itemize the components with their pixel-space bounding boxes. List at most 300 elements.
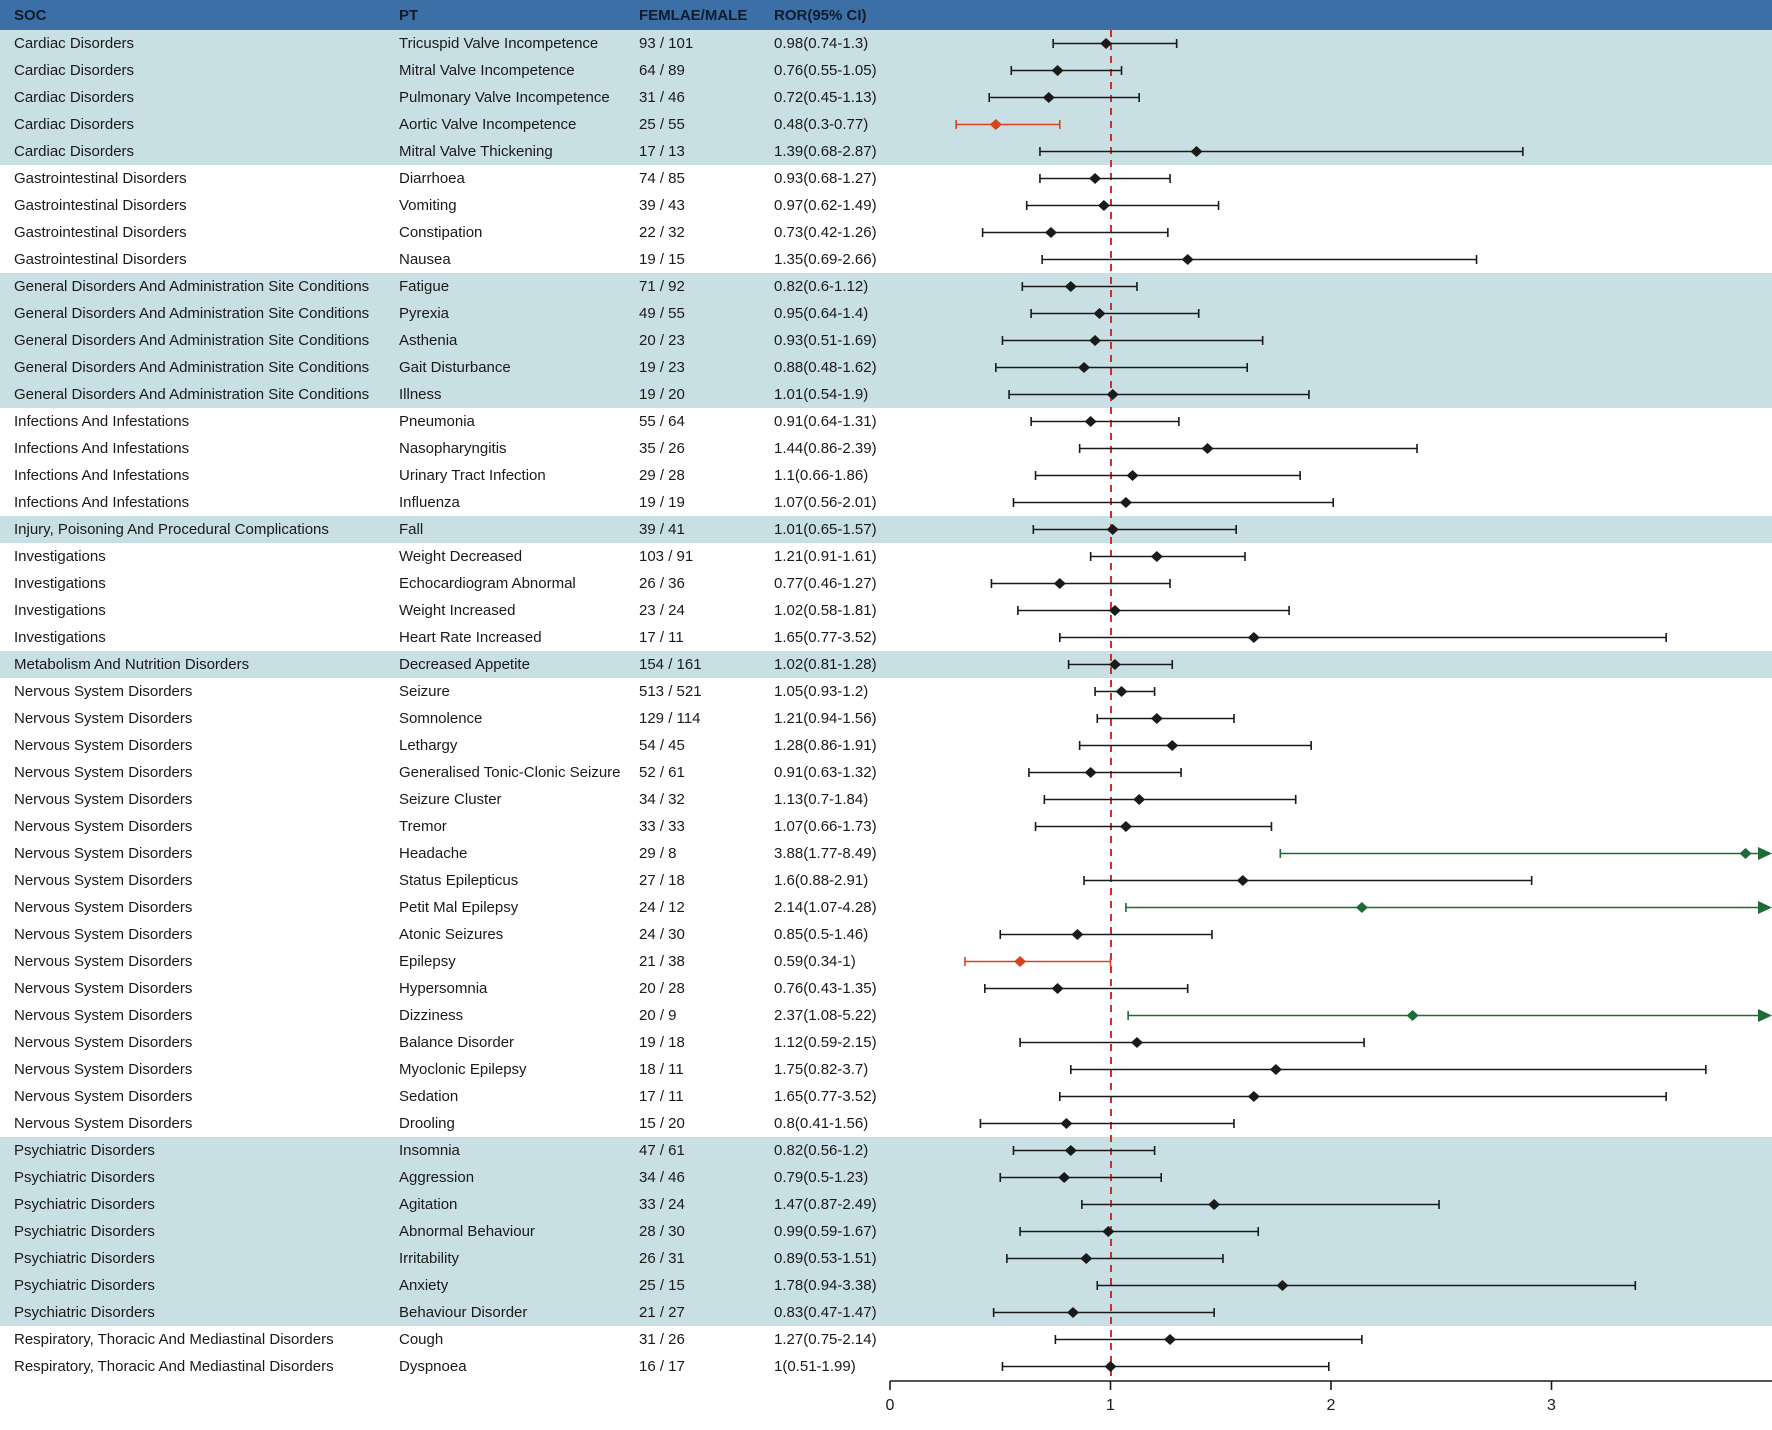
arrow-right-icon xyxy=(1758,847,1772,860)
ci-plot xyxy=(890,1353,1772,1380)
table-row xyxy=(0,219,1772,246)
soc-cell: Nervous System Disorders xyxy=(14,953,193,970)
counts-cell: 21 / 27 xyxy=(639,1304,685,1321)
point-diamond-icon xyxy=(1085,767,1097,778)
ci-svg xyxy=(890,1272,1772,1299)
ci-svg xyxy=(890,597,1772,624)
table-body xyxy=(0,30,1772,1380)
col-header-pt: PT xyxy=(399,6,419,24)
ci-svg xyxy=(890,948,1772,975)
soc-cell: Nervous System Disorders xyxy=(14,926,193,943)
counts-cell: 17 / 11 xyxy=(639,1088,684,1105)
ci-plot xyxy=(890,678,1772,705)
point-diamond-icon xyxy=(1166,740,1178,751)
ror-cell: 0.72(0.45-1.13) xyxy=(774,89,877,106)
point-diamond-icon xyxy=(1065,281,1077,292)
soc-cell: Cardiac Disorders xyxy=(14,116,135,133)
counts-cell: 33 / 33 xyxy=(639,818,685,835)
ci-svg xyxy=(890,30,1772,57)
counts-cell: 513 / 521 xyxy=(639,683,702,700)
point-diamond-icon xyxy=(1105,1361,1117,1372)
pt-cell: Behaviour Disorder xyxy=(399,1304,528,1321)
ci-plot xyxy=(890,1191,1772,1218)
point-diamond-icon xyxy=(1043,92,1055,103)
soc-cell: Nervous System Disorders xyxy=(14,737,193,754)
counts-cell: 20 / 9 xyxy=(639,1007,677,1024)
counts-cell: 26 / 36 xyxy=(639,575,685,592)
soc-cell: Nervous System Disorders xyxy=(14,980,193,997)
ci-plot xyxy=(890,462,1772,489)
ci-svg xyxy=(890,192,1772,219)
soc-cell: Investigations xyxy=(14,548,106,565)
table-row xyxy=(0,84,1772,111)
soc-cell: Nervous System Disorders xyxy=(14,899,193,916)
ci-svg xyxy=(890,651,1772,678)
table-row xyxy=(0,273,1772,300)
counts-cell: 49 / 55 xyxy=(639,305,685,322)
counts-cell: 31 / 46 xyxy=(639,89,685,106)
table-row xyxy=(0,570,1772,597)
ror-cell: 1.65(0.77-3.52) xyxy=(774,1088,877,1105)
x-axis-svg xyxy=(0,1380,1772,1430)
pt-cell: Seizure xyxy=(399,683,450,700)
table-row xyxy=(0,1299,1772,1326)
ci-plot xyxy=(890,1272,1772,1299)
axis-tick-label: 0 xyxy=(885,1397,895,1414)
ror-cell: 1.1(0.66-1.86) xyxy=(774,467,869,484)
soc-cell: Investigations xyxy=(14,575,106,592)
ci-svg xyxy=(890,84,1772,111)
point-diamond-icon xyxy=(1131,1037,1143,1048)
pt-cell: Lethargy xyxy=(399,737,458,754)
point-diamond-icon xyxy=(1248,632,1260,643)
counts-cell: 17 / 11 xyxy=(639,629,684,646)
point-diamond-icon xyxy=(990,119,1002,130)
ci-plot xyxy=(890,1299,1772,1326)
ror-cell: 1.27(0.75-2.14) xyxy=(774,1331,877,1348)
ror-cell: 0.76(0.43-1.35) xyxy=(774,980,877,997)
pt-cell: Dizziness xyxy=(399,1007,464,1024)
soc-cell: General Disorders And Administration Site Conditions xyxy=(14,278,370,295)
ci-svg xyxy=(890,1218,1772,1245)
pt-cell: Irritability xyxy=(399,1250,460,1267)
table-row xyxy=(0,435,1772,462)
point-diamond-icon xyxy=(1060,1118,1072,1129)
point-diamond-icon xyxy=(1052,65,1064,76)
ci-svg xyxy=(890,1353,1772,1380)
pt-cell: Seizure Cluster xyxy=(399,791,502,808)
soc-cell: General Disorders And Administration Site Conditions xyxy=(14,305,370,322)
soc-cell: General Disorders And Administration Site Conditions xyxy=(14,332,370,349)
soc-cell: Psychiatric Disorders xyxy=(14,1142,155,1159)
ci-svg xyxy=(890,381,1772,408)
ci-svg xyxy=(890,354,1772,381)
counts-cell: 25 / 15 xyxy=(639,1277,685,1294)
ror-cell: 0.73(0.42-1.26) xyxy=(774,224,877,241)
pt-cell: Nasopharyngitis xyxy=(399,440,507,457)
point-diamond-icon xyxy=(1052,983,1064,994)
counts-cell: 23 / 24 xyxy=(639,602,685,619)
soc-cell: Gastrointestinal Disorders xyxy=(14,170,187,187)
counts-cell: 24 / 30 xyxy=(639,926,685,943)
ror-cell: 0.98(0.74-1.3) xyxy=(774,35,869,52)
counts-cell: 29 / 8 xyxy=(639,845,677,862)
ror-cell: 0.85(0.5-1.46) xyxy=(774,926,869,943)
counts-cell: 33 / 24 xyxy=(639,1196,685,1213)
pt-cell: Aggression xyxy=(399,1169,475,1186)
pt-cell: Decreased Appetite xyxy=(399,656,530,673)
soc-cell: Nervous System Disorders xyxy=(14,818,193,835)
ci-plot xyxy=(890,111,1772,138)
ci-plot xyxy=(890,1326,1772,1353)
ci-plot xyxy=(890,624,1772,651)
ci-plot xyxy=(890,813,1772,840)
table-row xyxy=(0,624,1772,651)
pt-cell: Dyspnoea xyxy=(399,1358,467,1375)
ci-plot xyxy=(890,246,1772,273)
table-row xyxy=(0,705,1772,732)
counts-cell: 15 / 20 xyxy=(639,1115,685,1132)
axis-tick-label: 3 xyxy=(1547,1397,1556,1414)
soc-cell: General Disorders And Administration Site Conditions xyxy=(14,359,370,376)
pt-cell: Fatigue xyxy=(399,278,450,295)
ci-plot xyxy=(890,1056,1772,1083)
counts-cell: 129 / 114 xyxy=(639,710,701,727)
table-row xyxy=(0,462,1772,489)
counts-cell: 103 / 91 xyxy=(639,548,694,565)
pt-cell: Mitral Valve Incompetence xyxy=(399,62,575,79)
point-diamond-icon xyxy=(1208,1199,1220,1210)
ci-svg xyxy=(890,462,1772,489)
point-diamond-icon xyxy=(1120,497,1132,508)
ci-plot xyxy=(890,921,1772,948)
ci-plot xyxy=(890,408,1772,435)
ci-svg xyxy=(890,219,1772,246)
table-row xyxy=(0,894,1772,921)
table-row xyxy=(0,867,1772,894)
table-row xyxy=(0,516,1772,543)
counts-cell: 74 / 85 xyxy=(639,170,685,187)
ror-cell: 1.21(0.94-1.56) xyxy=(774,710,877,727)
point-diamond-icon xyxy=(1407,1010,1419,1021)
ci-plot xyxy=(890,300,1772,327)
counts-cell: 39 / 43 xyxy=(639,197,685,214)
ci-svg xyxy=(890,1110,1772,1137)
ci-svg xyxy=(890,921,1772,948)
pt-cell: Insomnia xyxy=(399,1142,460,1159)
point-diamond-icon xyxy=(1202,443,1214,454)
ci-svg xyxy=(890,975,1772,1002)
soc-cell: Injury, Poisoning And Procedural Complications xyxy=(14,521,329,538)
ci-svg xyxy=(890,1083,1772,1110)
ror-cell: 1.05(0.93-1.2) xyxy=(774,683,869,700)
table-row xyxy=(0,138,1772,165)
ci-svg xyxy=(890,813,1772,840)
table-row xyxy=(0,408,1772,435)
ror-cell: 0.99(0.59-1.67) xyxy=(774,1223,877,1240)
point-diamond-icon xyxy=(1127,470,1139,481)
col-header-ror: ROR(95% CI) xyxy=(774,6,867,24)
soc-cell: Investigations xyxy=(14,629,106,646)
counts-cell: 34 / 32 xyxy=(639,791,685,808)
ror-cell: 0.48(0.3-0.77) xyxy=(774,116,869,133)
table-row xyxy=(0,651,1772,678)
ci-svg xyxy=(890,732,1772,759)
soc-cell: Cardiac Disorders xyxy=(14,62,135,79)
soc-cell: Metabolism And Nutrition Disorders xyxy=(14,656,250,673)
table-row xyxy=(0,1245,1772,1272)
table-row xyxy=(0,1056,1772,1083)
point-diamond-icon xyxy=(1133,794,1145,805)
soc-cell: Nervous System Disorders xyxy=(14,710,193,727)
soc-cell: Respiratory, Thoracic And Mediastinal Disorders xyxy=(14,1358,334,1375)
pt-cell: Vomiting xyxy=(399,197,457,214)
arrow-right-icon xyxy=(1758,1009,1772,1022)
pt-cell: Hypersomnia xyxy=(399,980,488,997)
ci-svg xyxy=(890,759,1772,786)
ror-cell: 1.35(0.69-2.66) xyxy=(774,251,877,268)
ci-svg xyxy=(890,1056,1772,1083)
ci-svg xyxy=(890,786,1772,813)
counts-cell: 47 / 61 xyxy=(639,1142,685,1159)
ci-plot xyxy=(890,327,1772,354)
table-row xyxy=(0,1218,1772,1245)
ror-cell: 1.75(0.82-3.7) xyxy=(774,1061,869,1078)
point-diamond-icon xyxy=(1100,38,1112,49)
ror-cell: 0.93(0.51-1.69) xyxy=(774,332,877,349)
counts-cell: 55 / 64 xyxy=(639,413,685,430)
ci-plot xyxy=(890,948,1772,975)
ci-plot xyxy=(890,516,1772,543)
pt-cell: Anxiety xyxy=(399,1277,449,1294)
ror-cell: 0.83(0.47-1.47) xyxy=(774,1304,877,1321)
table-row xyxy=(0,327,1772,354)
table-row xyxy=(0,57,1772,84)
counts-cell: 19 / 20 xyxy=(639,386,685,403)
ci-svg xyxy=(890,138,1772,165)
soc-cell: Nervous System Disorders xyxy=(14,1034,193,1051)
soc-cell: Respiratory, Thoracic And Mediastinal Disorders xyxy=(14,1331,334,1348)
pt-cell: Diarrhoea xyxy=(399,170,465,187)
table-row xyxy=(0,678,1772,705)
x-axis xyxy=(0,1380,1772,1430)
ci-svg xyxy=(890,570,1772,597)
col-header-soc: SOC xyxy=(14,6,47,24)
ror-cell: 1.21(0.91-1.61) xyxy=(774,548,877,565)
soc-cell: Psychiatric Disorders xyxy=(14,1250,155,1267)
ror-cell: 1.13(0.7-1.84) xyxy=(774,791,869,808)
ci-plot xyxy=(890,1164,1772,1191)
counts-cell: 26 / 31 xyxy=(639,1250,685,1267)
counts-cell: 31 / 26 xyxy=(639,1331,685,1348)
ci-svg xyxy=(890,1245,1772,1272)
counts-cell: 64 / 89 xyxy=(639,62,685,79)
point-diamond-icon xyxy=(1120,821,1132,832)
ci-plot xyxy=(890,192,1772,219)
pt-cell: Cough xyxy=(399,1331,444,1348)
point-diamond-icon xyxy=(1164,1334,1176,1345)
ci-plot xyxy=(890,1083,1772,1110)
table-row xyxy=(0,1164,1772,1191)
ci-plot xyxy=(890,1137,1772,1164)
table-row xyxy=(0,1326,1772,1353)
ci-svg xyxy=(890,489,1772,516)
ci-svg xyxy=(890,165,1772,192)
pt-cell: Petit Mal Epilepsy xyxy=(399,899,519,916)
point-diamond-icon xyxy=(1045,227,1057,238)
ror-cell: 0.91(0.64-1.31) xyxy=(774,413,877,430)
pt-cell: Influenza xyxy=(399,494,460,511)
ci-plot xyxy=(890,1245,1772,1272)
pt-cell: Somnolence xyxy=(399,710,483,727)
ci-plot xyxy=(890,975,1772,1002)
ci-svg xyxy=(890,435,1772,462)
ror-cell: 0.79(0.5-1.23) xyxy=(774,1169,869,1186)
point-diamond-icon xyxy=(1102,1226,1114,1237)
counts-cell: 52 / 61 xyxy=(639,764,685,781)
ci-plot xyxy=(890,219,1772,246)
ci-plot xyxy=(890,84,1772,111)
point-diamond-icon xyxy=(1067,1307,1079,1318)
pt-cell: Echocardiogram Abnormal xyxy=(399,575,576,592)
ror-cell: 0.77(0.46-1.27) xyxy=(774,575,877,592)
ci-svg xyxy=(890,894,1772,921)
ror-cell: 0.59(0.34-1) xyxy=(774,953,856,970)
pt-cell: Constipation xyxy=(399,224,483,241)
counts-cell: 34 / 46 xyxy=(639,1169,685,1186)
ci-svg xyxy=(890,111,1772,138)
soc-cell: Investigations xyxy=(14,602,106,619)
point-diamond-icon xyxy=(1109,659,1121,670)
table-row xyxy=(0,1083,1772,1110)
counts-cell: 18 / 11 xyxy=(639,1061,684,1078)
ror-cell: 2.14(1.07-4.28) xyxy=(774,899,877,916)
pt-cell: Tremor xyxy=(399,818,447,835)
pt-cell: Gait Disturbance xyxy=(399,359,511,376)
ror-cell: 0.89(0.53-1.51) xyxy=(774,1250,877,1267)
point-diamond-icon xyxy=(1190,146,1202,157)
ror-cell: 0.76(0.55-1.05) xyxy=(774,62,877,79)
ror-cell: 0.95(0.64-1.4) xyxy=(774,305,869,322)
ror-cell: 1.6(0.88-2.91) xyxy=(774,872,869,889)
pt-cell: Drooling xyxy=(399,1115,455,1132)
point-diamond-icon xyxy=(1107,389,1119,400)
ror-cell: 1.01(0.54-1.9) xyxy=(774,386,869,403)
counts-cell: 39 / 41 xyxy=(639,521,685,538)
soc-cell: Nervous System Disorders xyxy=(14,683,193,700)
ci-svg xyxy=(890,1029,1772,1056)
point-diamond-icon xyxy=(1089,173,1101,184)
point-diamond-icon xyxy=(1740,848,1752,859)
pt-cell: Illness xyxy=(399,386,442,403)
ci-svg xyxy=(890,273,1772,300)
point-diamond-icon xyxy=(1078,362,1090,373)
ror-cell: 1.01(0.65-1.57) xyxy=(774,521,877,538)
soc-cell: Infections And Infestations xyxy=(14,440,190,457)
ci-svg xyxy=(890,1002,1772,1029)
ror-cell: 0.93(0.68-1.27) xyxy=(774,170,877,187)
table-row xyxy=(0,300,1772,327)
point-diamond-icon xyxy=(1182,254,1194,265)
pt-cell: Pneumonia xyxy=(399,413,475,430)
point-diamond-icon xyxy=(1116,686,1128,697)
ci-svg xyxy=(890,840,1772,867)
ror-cell: 2.37(1.08-5.22) xyxy=(774,1007,877,1024)
counts-cell: 20 / 23 xyxy=(639,332,685,349)
col-header-female-male: FEMLAE/MALE xyxy=(639,6,748,24)
ror-cell: 3.88(1.77-8.49) xyxy=(774,845,877,862)
ci-plot xyxy=(890,867,1772,894)
soc-cell: Infections And Infestations xyxy=(14,494,190,511)
ci-svg xyxy=(890,1191,1772,1218)
table-row xyxy=(0,759,1772,786)
ci-svg xyxy=(890,624,1772,651)
point-diamond-icon xyxy=(1248,1091,1260,1102)
table-row xyxy=(0,192,1772,219)
table-row xyxy=(0,840,1772,867)
point-diamond-icon xyxy=(1356,902,1368,913)
soc-cell: Psychiatric Disorders xyxy=(14,1304,155,1321)
ci-svg xyxy=(890,1137,1772,1164)
ror-cell: 0.82(0.6-1.12) xyxy=(774,278,869,295)
table-row xyxy=(0,30,1772,57)
ror-cell: 1.28(0.86-1.91) xyxy=(774,737,877,754)
ci-svg xyxy=(890,57,1772,84)
soc-cell: General Disorders And Administration Site Conditions xyxy=(14,386,370,403)
pt-cell: Abnormal Behaviour xyxy=(399,1223,535,1240)
soc-cell: Gastrointestinal Disorders xyxy=(14,197,187,214)
soc-cell: Nervous System Disorders xyxy=(14,1115,193,1132)
ci-plot xyxy=(890,165,1772,192)
ci-plot xyxy=(890,840,1772,867)
counts-cell: 22 / 32 xyxy=(639,224,685,241)
table-row xyxy=(0,489,1772,516)
table-row xyxy=(0,1029,1772,1056)
ci-svg xyxy=(890,678,1772,705)
ci-plot xyxy=(890,705,1772,732)
counts-cell: 54 / 45 xyxy=(639,737,685,754)
point-diamond-icon xyxy=(1109,605,1121,616)
table-row xyxy=(0,1110,1772,1137)
ci-plot xyxy=(890,651,1772,678)
pt-cell: Headache xyxy=(399,845,468,862)
soc-cell: Nervous System Disorders xyxy=(14,764,193,781)
pt-cell: Heart Rate Increased xyxy=(399,629,542,646)
table-row xyxy=(0,111,1772,138)
pt-cell: Mitral Valve Thickening xyxy=(399,143,553,160)
ci-plot xyxy=(890,1218,1772,1245)
table-header xyxy=(0,0,1772,30)
counts-cell: 20 / 28 xyxy=(639,980,685,997)
ci-svg xyxy=(890,1299,1772,1326)
ci-plot xyxy=(890,894,1772,921)
table-row xyxy=(0,948,1772,975)
soc-cell: Cardiac Disorders xyxy=(14,143,135,160)
pt-cell: Myoclonic Epilepsy xyxy=(399,1061,527,1078)
soc-cell: Nervous System Disorders xyxy=(14,845,193,862)
ror-cell: 0.88(0.48-1.62) xyxy=(774,359,877,376)
table-row xyxy=(0,975,1772,1002)
point-diamond-icon xyxy=(1058,1172,1070,1183)
soc-cell: Psychiatric Disorders xyxy=(14,1196,155,1213)
counts-cell: 71 / 92 xyxy=(639,278,685,295)
table-row xyxy=(0,543,1772,570)
ci-plot xyxy=(890,435,1772,462)
ci-plot xyxy=(890,543,1772,570)
ci-plot xyxy=(890,138,1772,165)
counts-cell: 19 / 18 xyxy=(639,1034,685,1051)
pt-cell: Aortic Valve Incompetence xyxy=(399,116,577,133)
